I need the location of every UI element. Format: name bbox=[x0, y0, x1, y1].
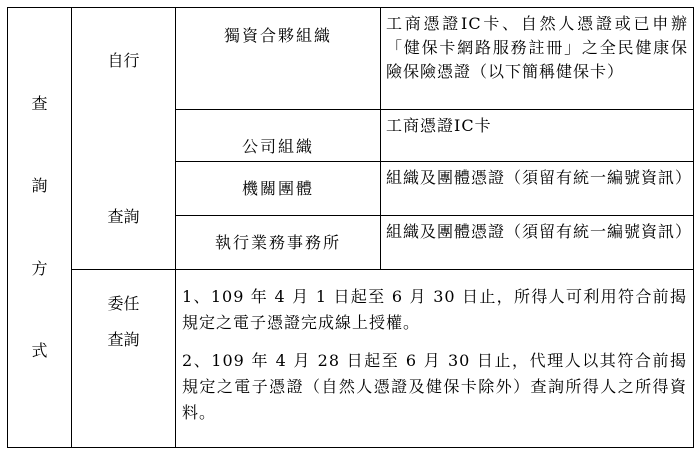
section-label-char: 查 bbox=[31, 93, 48, 113]
delegated-method-label-line: 查詢 bbox=[107, 330, 140, 349]
document-cell bbox=[381, 110, 694, 162]
table-row bbox=[8, 270, 694, 448]
document-text: 組織及團體憑證（須留有統一編號資訊） bbox=[386, 168, 693, 187]
entity-cell bbox=[176, 110, 381, 162]
section-label bbox=[8, 82, 71, 374]
delegated-method-label bbox=[72, 286, 175, 358]
document-cell bbox=[381, 162, 694, 216]
paragraph: 2、109 年 4 月 28 日起至 6 月 30 日止，代理人以其符合前揭規定之電子憑證（自然人憑證及健保卡除外）查詢所得人之所得資料。 bbox=[182, 351, 687, 422]
table-row bbox=[8, 8, 694, 110]
document-cell bbox=[381, 216, 694, 270]
document-text: 工商憑證IC卡、自然人憑證或已申辦「健保卡網路服務註冊」之全民健康保險保險憑證（以下簡稱健保卡） bbox=[386, 14, 688, 81]
query-methods-table bbox=[7, 7, 694, 448]
section-label-cell bbox=[8, 8, 72, 448]
section-label-char: 式 bbox=[31, 341, 48, 361]
delegated-method-label-line: 委任 bbox=[107, 294, 140, 313]
entity-name: 公司組織 bbox=[241, 137, 314, 156]
self-method-label-line: 自行 bbox=[107, 50, 140, 70]
document-cell bbox=[381, 8, 694, 110]
entity-name: 機關團體 bbox=[241, 178, 314, 198]
entity-name: 執行業務事務所 bbox=[214, 232, 341, 252]
paragraph: 1、109 年 4 月 1 日起至 6 月 30 日止，所得人可利用符合前揭規定之電子憑證完成線上授權。 bbox=[182, 287, 687, 332]
document-text: 工商憑證IC卡 bbox=[386, 116, 492, 135]
entity-cell bbox=[176, 162, 381, 216]
delegated-method-label-cell bbox=[72, 270, 176, 448]
entity-cell bbox=[176, 8, 381, 110]
self-method-label-line: 查詢 bbox=[107, 206, 140, 226]
document-text: 組織及團體憑證（須留有統一編號資訊） bbox=[386, 222, 693, 241]
delegated-method-description bbox=[176, 270, 694, 448]
entity-name: 獨資合夥組織 bbox=[223, 26, 332, 45]
self-method-label-cell bbox=[72, 8, 176, 270]
self-method-label bbox=[72, 49, 175, 229]
section-label-char: 詢 bbox=[31, 176, 48, 196]
section-label-char: 方 bbox=[31, 258, 48, 278]
entity-cell bbox=[176, 216, 381, 270]
